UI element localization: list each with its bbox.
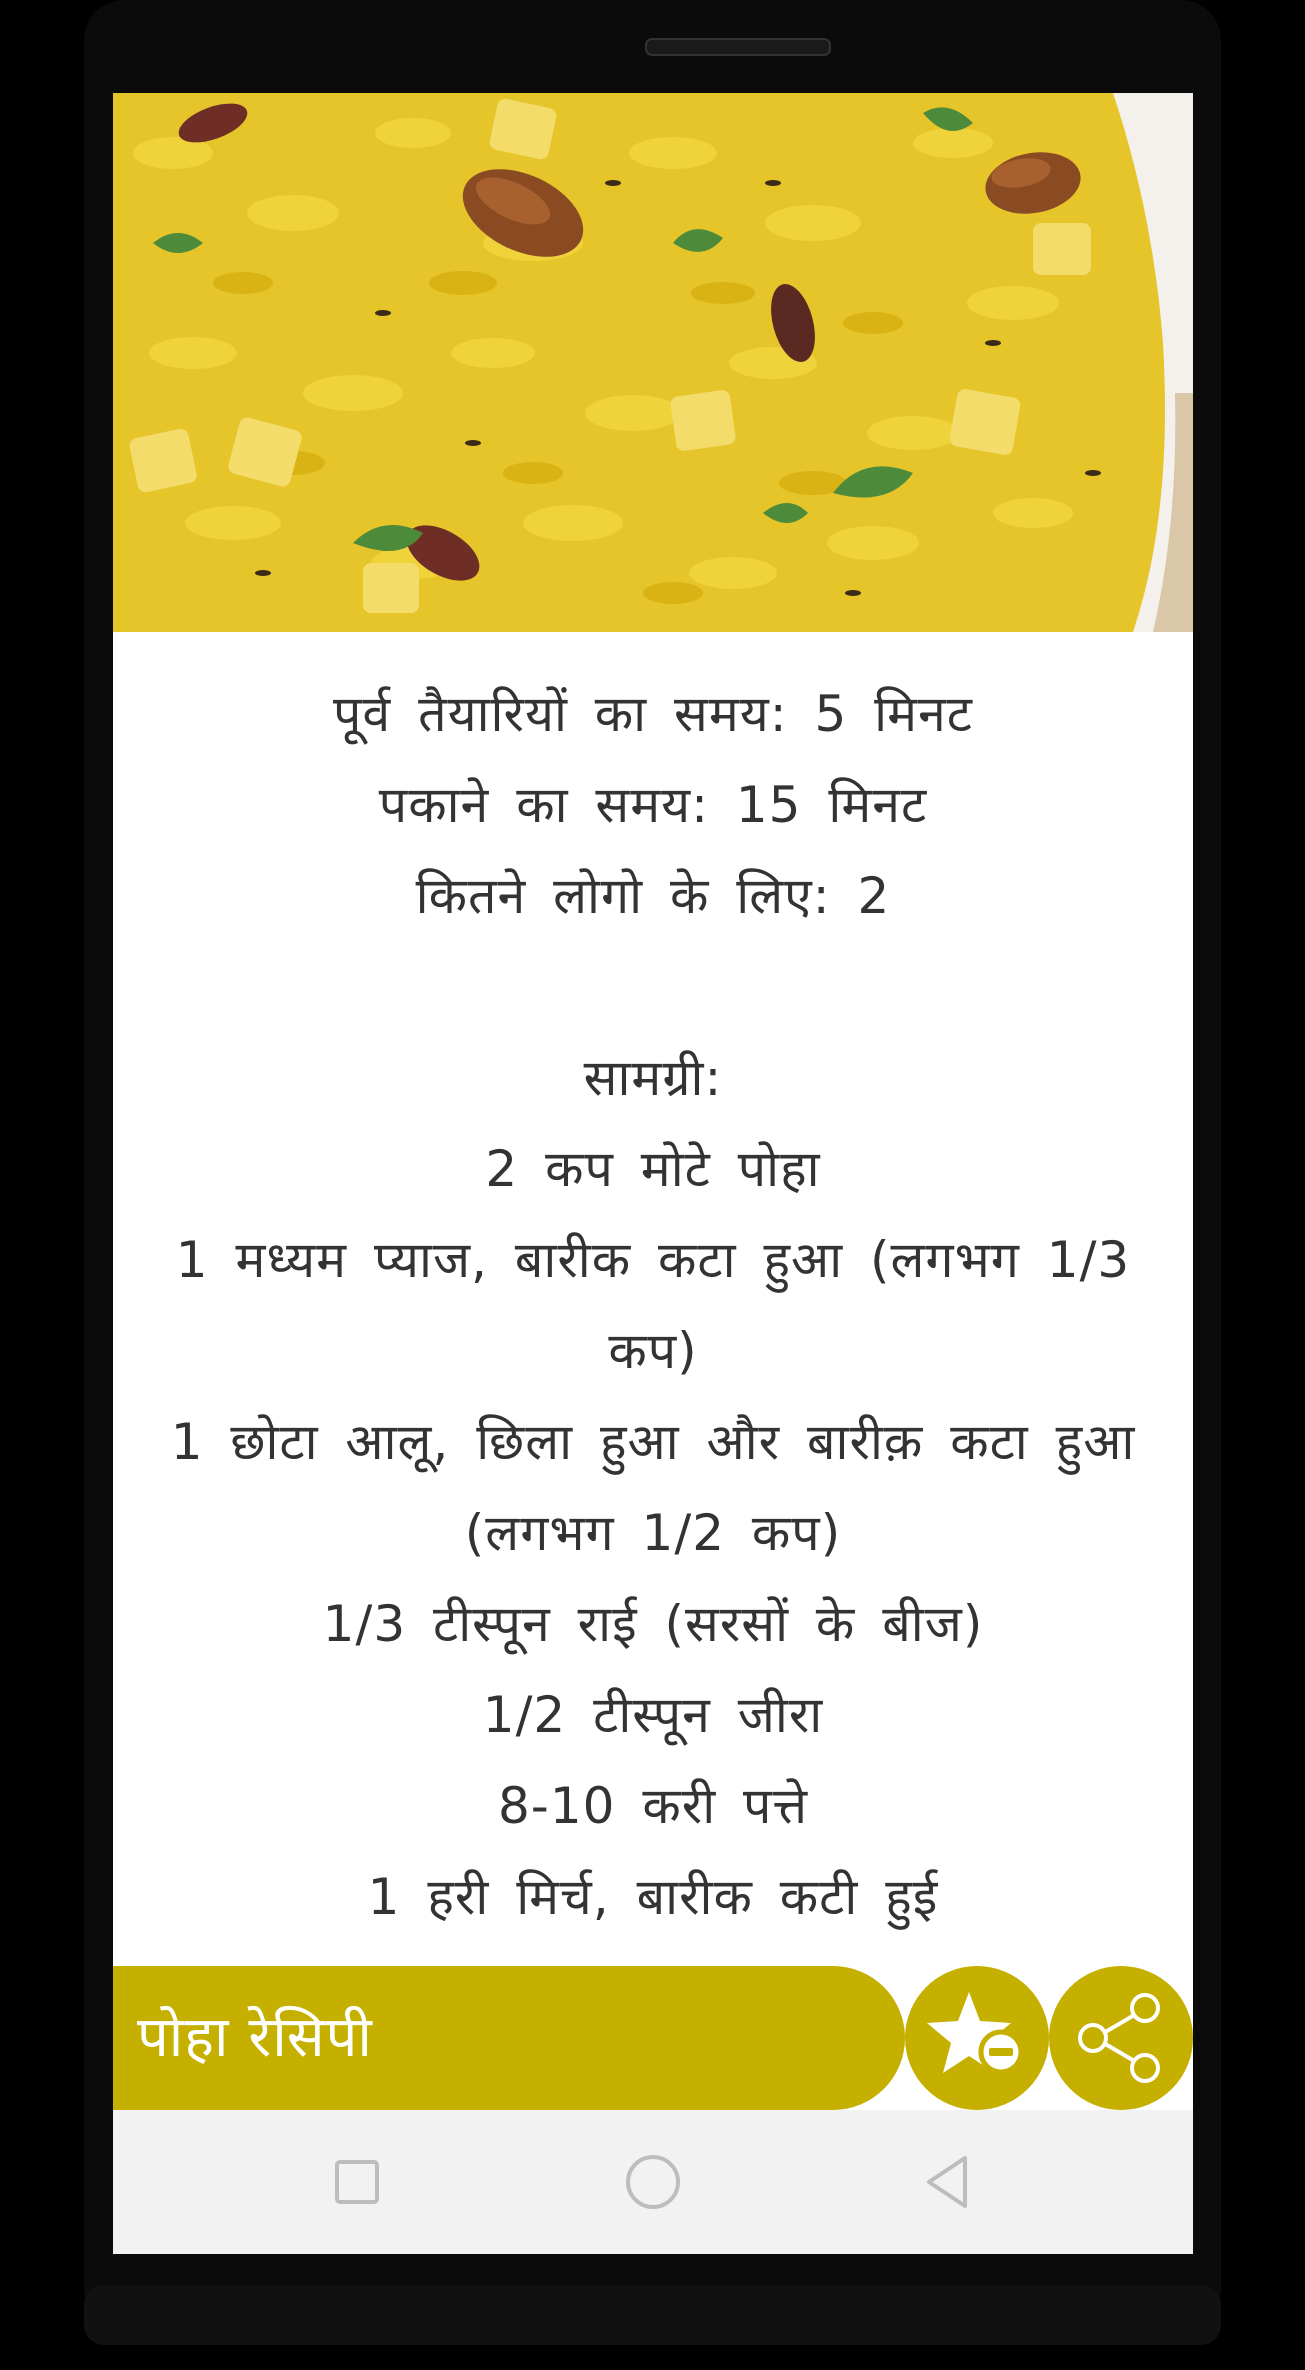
- speaker-grille: [645, 38, 831, 56]
- phone-bottom-edge: [84, 2285, 1221, 2345]
- prep-time-text: पूर्व तैयारियों का समय: 5 मिनट: [333, 685, 973, 743]
- app-screen: [113, 93, 1193, 2254]
- triangle-back-icon: [913, 2146, 985, 2218]
- recipe-action-bar: [113, 1966, 1193, 2110]
- share-button[interactable]: [1049, 1966, 1193, 2110]
- back-button[interactable]: [913, 2146, 985, 2218]
- ingredient-item: 1 मध्यम प्याज, बारीक कटा हुआ (लगभग 1/3 कप): [175, 1231, 1131, 1380]
- servings-text: कितने लोगो के लिए: 2: [415, 867, 891, 925]
- recipe-content: [113, 632, 1193, 2059]
- square-icon: [321, 2146, 393, 2218]
- system-navigation-bar: [113, 2110, 1193, 2254]
- recipe-title: पोहा रेसिपी: [137, 2005, 373, 2070]
- ingredients-heading: सामग्री:: [583, 1049, 723, 1107]
- recipe-title-bar: [113, 1966, 905, 2110]
- spacer: [113, 942, 1193, 1033]
- ingredient-item: 8-10 करी पत्ते: [497, 1777, 808, 1835]
- cook-time-text: पकाने का समय: 15 मिनट: [378, 776, 928, 834]
- ingredient-item: 1 छोटा आलू, छिला हुआ और बारीक़ कटा हुआ (लगभग 1/2 कप): [170, 1413, 1136, 1562]
- ingredient-item: 2 कप मोटे पोहा: [485, 1140, 821, 1198]
- home-button[interactable]: [617, 2146, 689, 2218]
- share-icon: [1049, 1966, 1193, 2110]
- ingredient-item: 1/3 टीस्पून राई (सरसों के बीज): [322, 1595, 984, 1653]
- recents-button[interactable]: [321, 2146, 393, 2218]
- ingredient-item: 1 हरी मिर्च, बारीक कटी हुई: [367, 1868, 939, 1926]
- circle-icon: [617, 2146, 689, 2218]
- star-minus-icon: [905, 1966, 1049, 2110]
- ingredient-item: 1/2 टीस्पून जीरा: [482, 1686, 824, 1744]
- remove-favorite-button[interactable]: [905, 1966, 1049, 2110]
- recipe-hero-image: [113, 93, 1193, 632]
